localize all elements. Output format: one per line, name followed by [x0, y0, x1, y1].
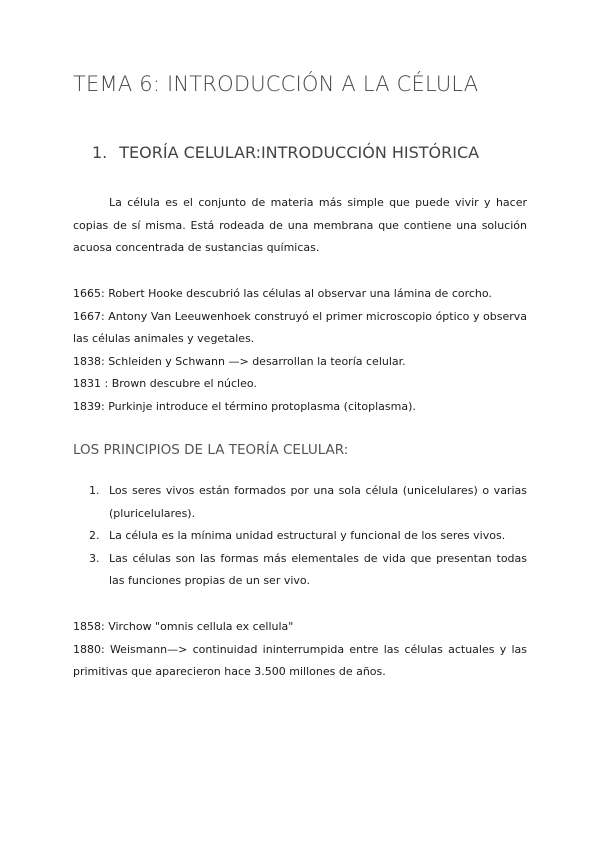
principles-heading: LOS PRINCIPIOS DE LA TEORÍA CELULAR: [73, 442, 349, 458]
intro-block [73, 192, 527, 260]
timeline-entry: 1667: Antony Van Leeuwenhoek construyó el primer microscopio óptico y observa las células animales y vegetales. [73, 309, 527, 345]
timeline-entry: 1880: Weismann—> continuidad ininterrumpida entre las células actuales y las primitivas que aparecieron hace 3.500 millones de años. [73, 642, 527, 678]
timeline-entry: 1838: Schleiden y Schwann —> desarrollan la teoría celular. [73, 354, 406, 368]
principle-number: 1. [89, 484, 100, 497]
timeline-entry: 1665: Robert Hooke descubrió las células al observar una lámina de corcho. [73, 287, 492, 300]
timeline-entry: 1858: Virchow "omnis cellula ex cellula" [73, 620, 294, 633]
timeline-entry: 1831 : Brown descubre el núcleo. [73, 377, 257, 390]
section-number: 1. [92, 143, 108, 162]
principle-item [73, 525, 527, 548]
page-title: TEMA 6: INTRODUCCIÓN A LA CÉLULA [73, 72, 479, 96]
principles-list [73, 480, 527, 593]
timeline-entry: 1839: Purkinje introduce el término protoplasma (citoplasma). [73, 399, 416, 413]
principle-text: La célula es la mínima unidad estructural y funcional de los seres vivos. [109, 529, 506, 542]
section-heading [92, 143, 479, 162]
principle-item [73, 480, 527, 525]
principle-text: Las células son las formas más elementales de vida que presentan todas las funciones propias de un ser vivo. [109, 551, 527, 587]
principle-number: 2. [89, 529, 100, 542]
timeline-list-2 [73, 616, 527, 684]
section-heading-text: TEORÍA CELULAR:INTRODUCCIÓN HISTÓRICA [119, 143, 480, 162]
principle-text: Los seres vivos están formados por una sola célula (unicelulares) o varias (pluricelulares). [109, 484, 527, 520]
principle-item [73, 548, 527, 593]
intro-paragraph: La célula es el conjunto de materia más simple que puede vivir y hacer copias de sí misma. Está rodeada de una membrana que contiene una solución acuosa concentrada de sustancias químicas. [73, 196, 527, 254]
timeline-list [73, 283, 527, 418]
principle-number: 3. [89, 551, 100, 565]
